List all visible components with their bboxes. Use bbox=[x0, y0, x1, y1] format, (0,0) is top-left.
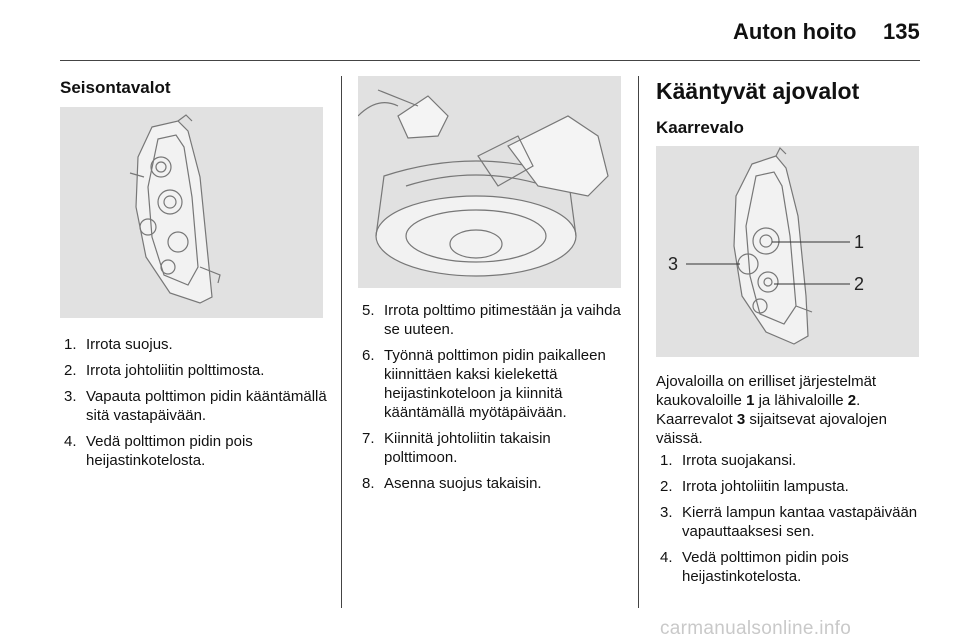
tail-lamp-drawing bbox=[60, 107, 323, 318]
headlamp-drawing bbox=[656, 146, 919, 357]
steps-list-right bbox=[656, 451, 922, 593]
list-item: 3. Vapauta polttimon pidin kääntämällä sitä vastapäivään. bbox=[64, 388, 327, 424]
list-item: 7. Kiinnitä johtoliitin takaisin polttimoon. bbox=[362, 430, 551, 466]
callout-2: 2 bbox=[854, 274, 865, 294]
callout-1: 1 bbox=[854, 232, 865, 252]
header-rule bbox=[60, 60, 920, 61]
subheading-kaarrevalo: Kaarrevalo bbox=[656, 118, 744, 137]
steps-list-middle bbox=[358, 301, 628, 500]
list-item: 2. Irrota johtoliitin lampusta. bbox=[660, 478, 849, 495]
column-rule-right bbox=[638, 76, 639, 608]
list-item: 8. Asenna suojus takaisin. bbox=[362, 475, 542, 492]
page-header bbox=[0, 0, 960, 60]
bulb-holder-drawing bbox=[358, 76, 621, 288]
list-item: 6. Työnnä polttimon pidin paikalleen kiinnittäen kaksi kielekettä heijastinkoteloon ja kiinnitä kääntämällä myötäpäivään. bbox=[362, 347, 606, 421]
illustration-headlamp bbox=[656, 146, 919, 357]
illustration-tail-lamp bbox=[60, 107, 323, 318]
watermark: carmanualsonline.info bbox=[660, 618, 852, 639]
steps-list-left bbox=[60, 335, 330, 477]
callout-3: 3 bbox=[668, 254, 679, 274]
list-item: 4. Vedä polttimon pidin pois heijastinkotelosta. bbox=[64, 433, 253, 469]
list-item: 1. Irrota suojakansi. bbox=[660, 452, 797, 469]
list-item: 1. Irrota suojus. bbox=[64, 336, 173, 353]
list-item: 3. Kierrä lampun kantaa vastapäivään vapauttaaksesi sen. bbox=[660, 504, 918, 540]
list-item: 4. Vedä polttimon pidin pois heijastinkotelosta. bbox=[660, 549, 849, 585]
description-paragraph: Ajovaloilla on erilliset järjestelmät kaukovaloille 1 ja lähivaloille 2. Kaarrevalot 3 sijaitsevat ajovalojen väissä. bbox=[656, 373, 887, 447]
list-item: 5. Irrota polttimo pitimestään ja vaihda se uuteen. bbox=[362, 302, 621, 338]
page-number: 135 bbox=[883, 19, 920, 44]
section-heading-kaantyvat-ajovalot: Kääntyvät ajovalot bbox=[656, 78, 860, 104]
section-heading-seisontavalot: Seisontavalot bbox=[60, 78, 171, 97]
column-rule-left bbox=[341, 76, 342, 608]
header-title: Auton hoito bbox=[733, 19, 857, 44]
list-item: 2. Irrota johtoliitin polttimosta. bbox=[64, 362, 265, 379]
illustration-bulb-holder bbox=[358, 76, 621, 288]
